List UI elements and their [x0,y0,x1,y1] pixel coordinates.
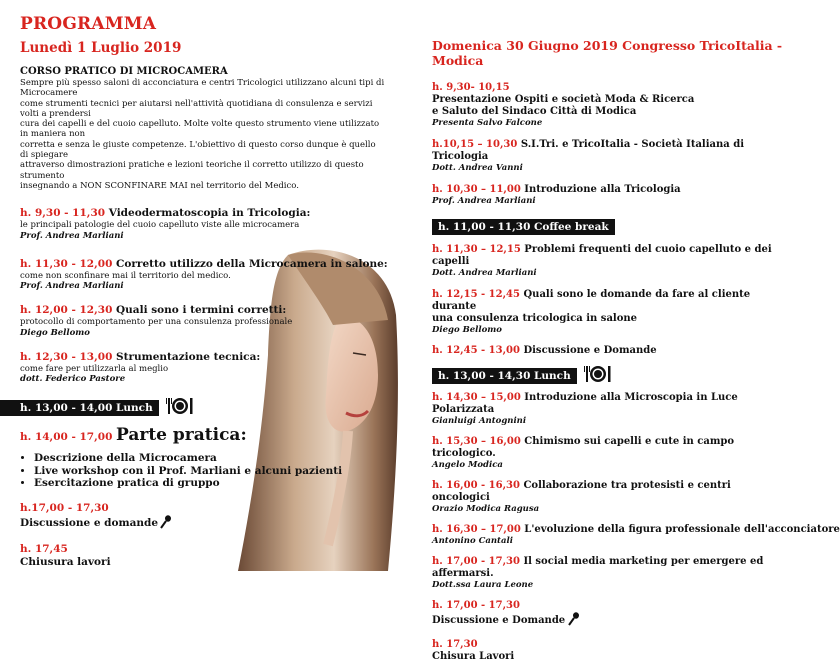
session-title: e Saluto del Sindaco Città di Modica [432,106,637,117]
session-item [432,244,792,279]
session-title: Introduzione alla Microscopia in Luce Polarizzata [432,392,738,415]
session-speaker: Dott. Andrea Marliani [432,268,537,278]
session-item [432,139,792,174]
session-speaker: Prof. Andrea Marliani [20,230,124,241]
session-speaker: Antonino Cantali [432,536,513,546]
intro-line: cura dei capelli e del cuoio capelluto. Molte volte questo strumento viene utilizzato in maniera non [20,119,380,140]
session-title: Problemi frequenti del cuoio capelluto e dei capelli [432,244,772,267]
list-item: • Descrizione della Microcamera [34,452,400,465]
lunch-bar: h. 13,00 - 14,00 Lunch [0,400,159,416]
session-item [432,480,792,515]
session-item [432,289,792,336]
session-desc: le principali patologie del cuoio capelluto viste alle microcamera [20,220,300,231]
session-speaker: Prof. Andrea Marliani [20,281,124,292]
session-title: Introduzione alla Tricologia [520,184,681,195]
discussion-title: Discussione e domande [20,517,159,530]
course-title: CORSO PRATICO DI MICROCAMERA [20,66,228,77]
intro-line: corretta e senza le giuste competenze. L'obiettivo di questo corso dunque è quello di spiegare [20,139,376,161]
session-title: L'evoluzione della figura professionale dell'acconciatore [520,524,840,535]
cutlery-icon [583,365,613,387]
session-time: h. 17,00 - 17,30 [432,556,520,567]
session-time: h. 14,30 – 15,00 [432,392,521,403]
session-time: h. 16,30 – 17,00 [432,524,521,535]
session-item [432,82,792,129]
session-time: h. 12,30 - 13,00 [20,350,113,363]
session-item [432,524,840,547]
session-desc: come non sconfinare mai il territorio del medico. [20,270,231,281]
coffee-bar: h. 11,00 - 11,30 Coffee break [432,219,615,235]
discussion-item [20,502,400,533]
session-title: Il social media marketing per emergere ed affermarsi. [432,556,764,579]
course-intro [20,78,385,191]
session-time: h. 9,30 - 11,30 [20,207,106,220]
session-title: S.I.Tri. e TricoItalia - Società Italiana di Tricologia [432,139,745,162]
intro-line: attraverso dimostrazioni pratiche e lezioni teoriche il corretto utilizzo di questo strumento [20,160,364,181]
session-title: Collaborazione tra protesisti e centri oncologici [432,480,731,503]
session-title: Videodermatoscopia in Tricologia: [105,207,311,220]
session-item [20,351,400,386]
session-item [432,436,792,471]
lunch-row [0,397,400,419]
close-item [432,639,792,663]
session-time: h. 12,15 - 12,45 [432,289,520,300]
session-speaker: dott. Federico Pastore [20,374,126,385]
list-item: • Live workshop con il Prof. Marliani e alcuni pazienti [34,465,400,478]
lunch-row [432,365,792,387]
microphone-icon [160,515,172,533]
session-item [20,304,400,339]
practice-title: Parte pratica: [116,425,247,446]
session-speaker: Orazio Modica Ragusa [432,504,540,514]
session-title: Chimismo sui capelli e cute in campo tricologico. [432,436,735,459]
lunch-bar: h. 13,00 - 14,30 Lunch [432,368,577,384]
session-time: h. 12,45 - 13,00 [432,345,520,356]
session-title: Quali sono le domande da fare al cliente durante [432,289,751,312]
session-speaker: Diego Bellomo [20,327,90,338]
close-title: Chiusura lavori [20,555,111,568]
discussion-item [432,600,792,630]
microphone-icon [568,612,580,630]
session-time: h. 11,30 - 12,00 [20,257,113,270]
practice-time: h. 14,00 - 17,00 [20,431,113,444]
session-item [432,345,792,357]
program-title: PROGRAMMA [20,14,157,34]
left-date: Lunedì 1 Luglio 2019 [20,40,182,56]
session-speaker: Presenta Salvo Falcone [432,118,543,128]
close-item [20,543,400,569]
intro-line: Sempre più spesso saloni di acconciatura e centri Tricologici utilizzano alcuni tipi di Microcamere [20,78,385,99]
practice-list [20,452,400,490]
close-time: h. 17,30 [432,639,478,650]
session-item [432,556,792,591]
session-time: h. 15,30 – 16,00 [432,436,521,447]
session-title: Presentazione Ospiti e società Moda & Ricerca [432,94,695,105]
session-time: h. 9,30- 10,15 [432,82,510,93]
session-speaker: Diego Bellomo [432,325,502,335]
session-item [432,184,792,207]
discussion-title: Discussione e Domande [432,615,566,626]
close-time: h. 17,45 [20,542,68,555]
session-desc: come fare per utilizzarla al meglio [20,363,169,374]
session-speaker: Dott. Andrea Vanni [432,163,523,173]
session-title: Strumentazione tecnica: [112,350,261,363]
practice-header [20,425,400,446]
discussion-time: h.17,00 - 17,30 [20,501,109,514]
session-speaker: Prof. Andrea Marliani [432,196,536,206]
session-speaker: Gianluigi Antognini [432,416,527,426]
intro-line: insegnando a NON SCONFINARE MAI nel territorio del Medico. [20,180,299,191]
coffee-row [432,215,792,235]
session-title: Discussione e Domande [519,345,657,356]
session-item [20,207,400,242]
close-title: Chisura Lavori [432,651,515,662]
right-column [432,38,840,663]
session-item [432,392,792,427]
right-date: Domenica 30 Giugno 2019 Congresso TricoItalia - Modica [432,38,783,68]
session-time: h. 11,30 – 12,15 [432,244,521,255]
session-time: h.10,15 – 10,30 [432,139,518,150]
cutlery-icon [165,397,195,419]
discussion-time: h. 17,00 - 17,30 [432,600,520,611]
session-title: Corretto utilizzo della Microcamera in salone: [112,257,388,270]
session-speaker: Angelo Modica [432,460,503,470]
session-item [20,258,400,293]
session-title: una consulenza tricologica in salone [432,313,638,324]
session-speaker: Dott.ssa Laura Leone [432,580,534,590]
session-desc: protocollo di comportamento per una consulenza professionale [20,317,293,328]
session-time: h. 16,00 - 16,30 [432,480,520,491]
intro-line: come strumenti tecnici per aiutarsi nell'attività quotidiana di consulenza e servizi volti a prendersi [20,98,373,119]
session-time: h. 10,30 – 11,00 [432,184,521,195]
session-title: Quali sono i termini corretti: [112,304,287,317]
left-column [20,14,400,569]
session-time: h. 12,00 - 12,30 [20,304,113,317]
list-item: • Esercitazione pratica di gruppo [34,477,400,490]
